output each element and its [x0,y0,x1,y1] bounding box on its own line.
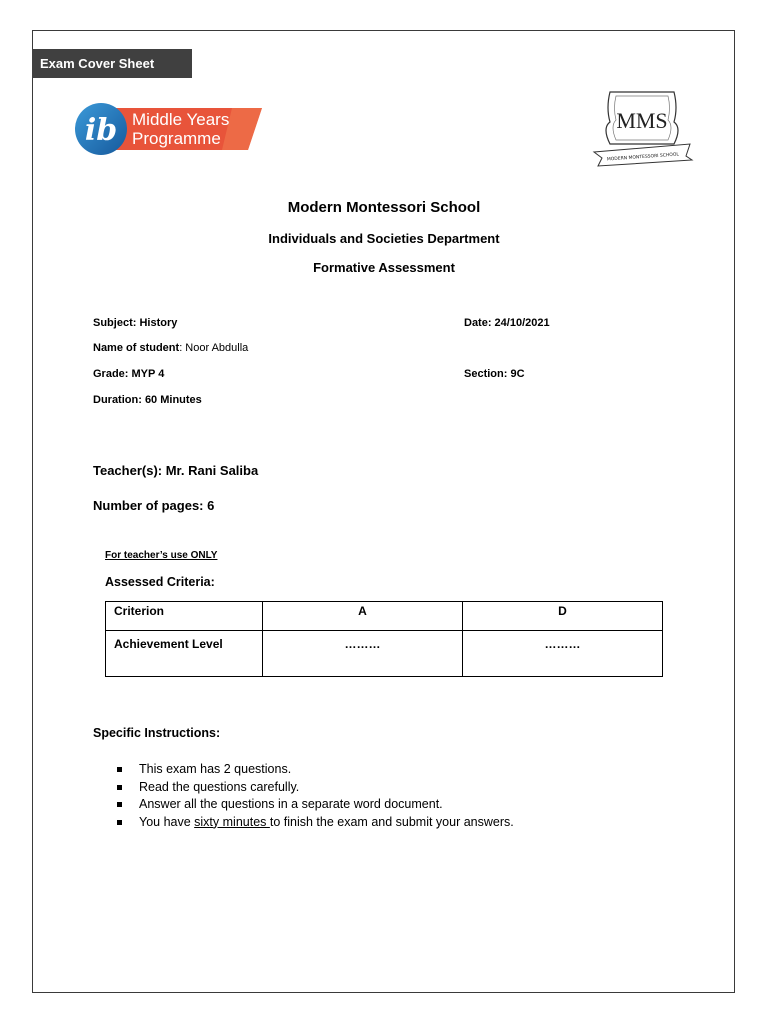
section-field: Section: 9C [464,368,525,380]
student-name-field [93,342,248,354]
teacher-field: Teacher(s): Mr. Rani Saliba [93,463,259,478]
student-name-label: Name of student [93,342,180,354]
square-bullet-icon [117,767,122,772]
instruction-text: to finish the exam and submit your answers. [269,814,514,829]
subject-field: Subject: History [93,317,178,329]
ib-logo-line2: Programme [132,129,221,148]
list-item [115,796,514,814]
square-bullet-icon [117,785,122,790]
criterion-header: Criterion [106,602,263,631]
criterion-a-score[interactable]: ……… [263,631,463,677]
table-row [106,631,663,677]
department-name: Individuals and Societies Department [268,231,500,246]
duration-field: Duration: 60 Minutes [93,394,202,406]
list-item [115,814,514,832]
mms-ribbon-text: MODERN MONTESSORI SCHOOL [606,152,680,163]
grade-field: Grade: MYP 4 [93,368,165,380]
achievement-level-label: Achievement Level [106,631,263,677]
exam-cover-tab: Exam Cover Sheet [32,49,192,78]
instruction-text: This exam has 2 questions. [139,762,292,776]
ib-logo-line1: Middle Years [132,110,230,129]
list-item [115,779,514,797]
criterion-d-header: D [463,602,663,631]
criterion-a-header: A [263,602,463,631]
pages-field: Number of pages: 6 [93,498,215,513]
criterion-d-score[interactable]: ……… [463,631,663,677]
ib-myp-logo [72,100,264,158]
instruction-text: You have [139,814,195,829]
school-name: Modern Montessori School [287,199,481,216]
mms-initials: MMS [616,108,668,133]
teacher-use-note: For teacher’s use ONLY [105,550,218,561]
criteria-table [105,601,663,677]
instructions-title: Specific Instructions: [93,726,221,740]
table-row [106,602,663,631]
instructions-list [115,761,514,831]
assessment-type: Formative Assessment [313,260,455,275]
instruction-text: Read the questions carefully. [139,779,300,794]
date-field: Date: 24/10/2021 [464,317,550,329]
list-item [115,761,514,779]
square-bullet-icon [117,802,122,807]
square-bullet-icon [117,820,122,825]
ib-mark-text: ib [84,113,118,148]
mms-school-logo [590,86,694,168]
instruction-underlined: sixty minutes [194,814,270,829]
assessed-criteria-title: Assessed Criteria: [105,575,215,589]
student-name-value: : Noor Abdulla [179,342,249,354]
instruction-text: Answer all the questions in a separate word document. [139,797,443,811]
